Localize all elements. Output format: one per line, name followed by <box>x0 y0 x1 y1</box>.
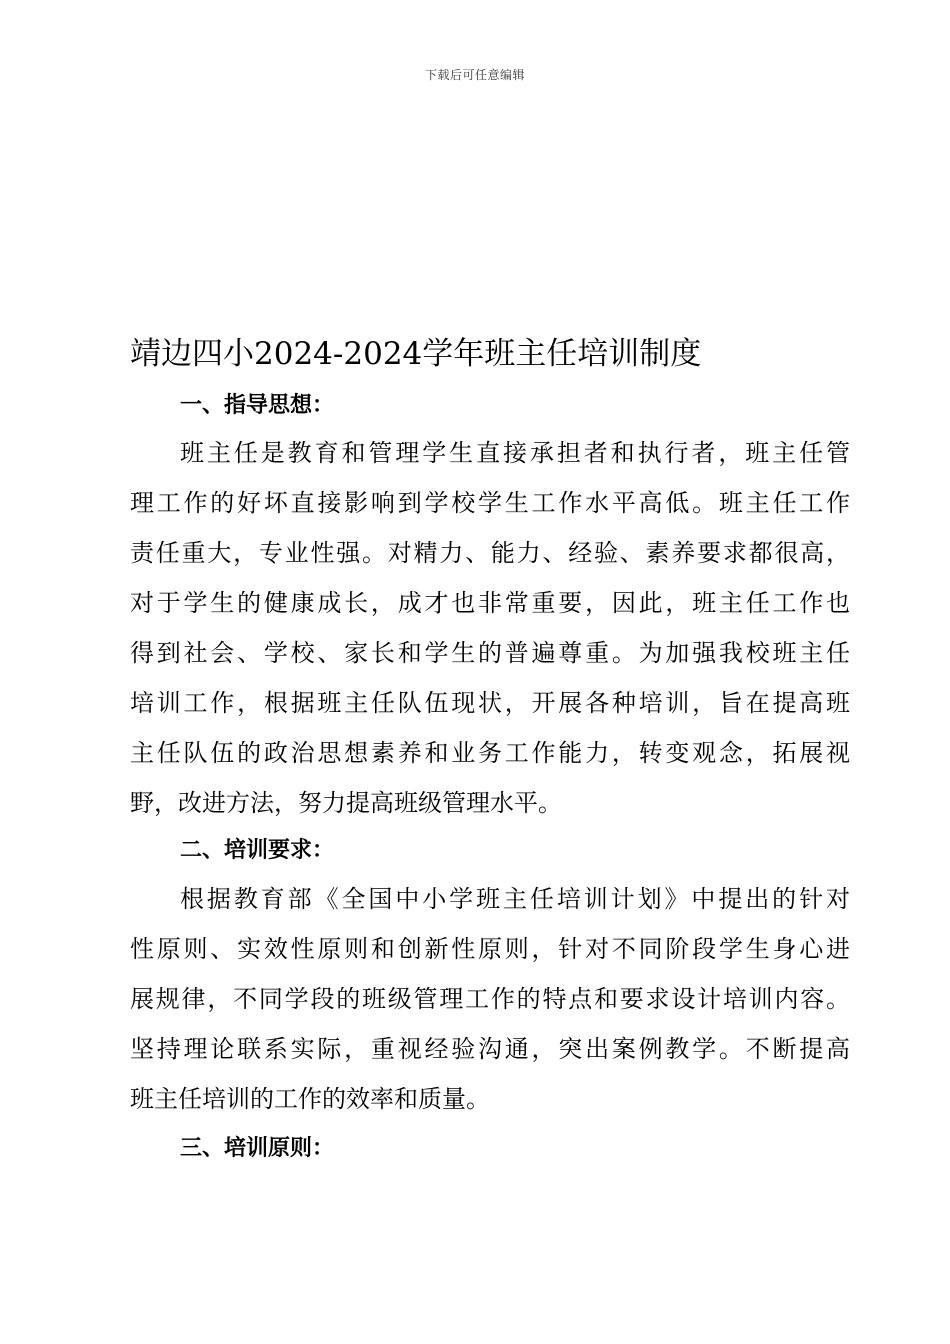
paragraph-line: 坚持理论联系实际，重视经验沟通，突出案例教学。不断提高 <box>130 1035 850 1063</box>
section-heading-guiding-ideology: 一、指导思想： <box>180 393 335 418</box>
paragraph-line: 班主任培训的工作的效率和质量。 <box>130 1085 490 1113</box>
paragraph-line: 性原则、实效性原则和创新性原则，针对不同阶段学生身心进 <box>130 935 850 963</box>
section-paragraph-training-requirements <box>130 874 850 1124</box>
page-header-note: 下载后可任意编辑 <box>424 68 525 82</box>
document-title: 靖边四小2024-2024学年班主任培训制度 <box>130 336 702 372</box>
paragraph-line: 责任重大，专业性强。对精力、能力、经验、素养要求都很高， <box>130 539 850 567</box>
paragraph-line: 主任队伍的政治思想素养和业务工作能力，转变观念，拓展视 <box>130 739 850 767</box>
paragraph-line: 理工作的好坏直接影响到学校学生工作水平高低。班主任工作 <box>130 489 850 517</box>
paragraph-line: 展规律，不同学段的班级管理工作的特点和要求设计培训内容。 <box>130 985 850 1013</box>
section-heading-training-principles: 三、培训原则： <box>180 1136 335 1161</box>
paragraph-line: 对于学生的健康成长，成才也非常重要，因此，班主任工作也 <box>130 589 850 617</box>
section-heading-training-requirements: 二、培训要求： <box>180 838 335 863</box>
paragraph-line: 野，改进方法，努力提高班级管理水平。 <box>130 789 562 817</box>
section-paragraph-guiding-ideology <box>130 428 850 828</box>
paragraph-line: 培训工作，根据班主任队伍现状，开展各种培训，旨在提高班 <box>130 689 850 717</box>
paragraph-line: 根据教育部《全国中小学班主任培训计划》中提出的针对 <box>180 885 850 913</box>
paragraph-line: 得到社会、学校、家长和学生的普遍尊重。为加强我校班主任 <box>130 639 850 667</box>
paragraph-line: 班主任是教育和管理学生直接承担者和执行者，班主任管 <box>180 439 850 467</box>
